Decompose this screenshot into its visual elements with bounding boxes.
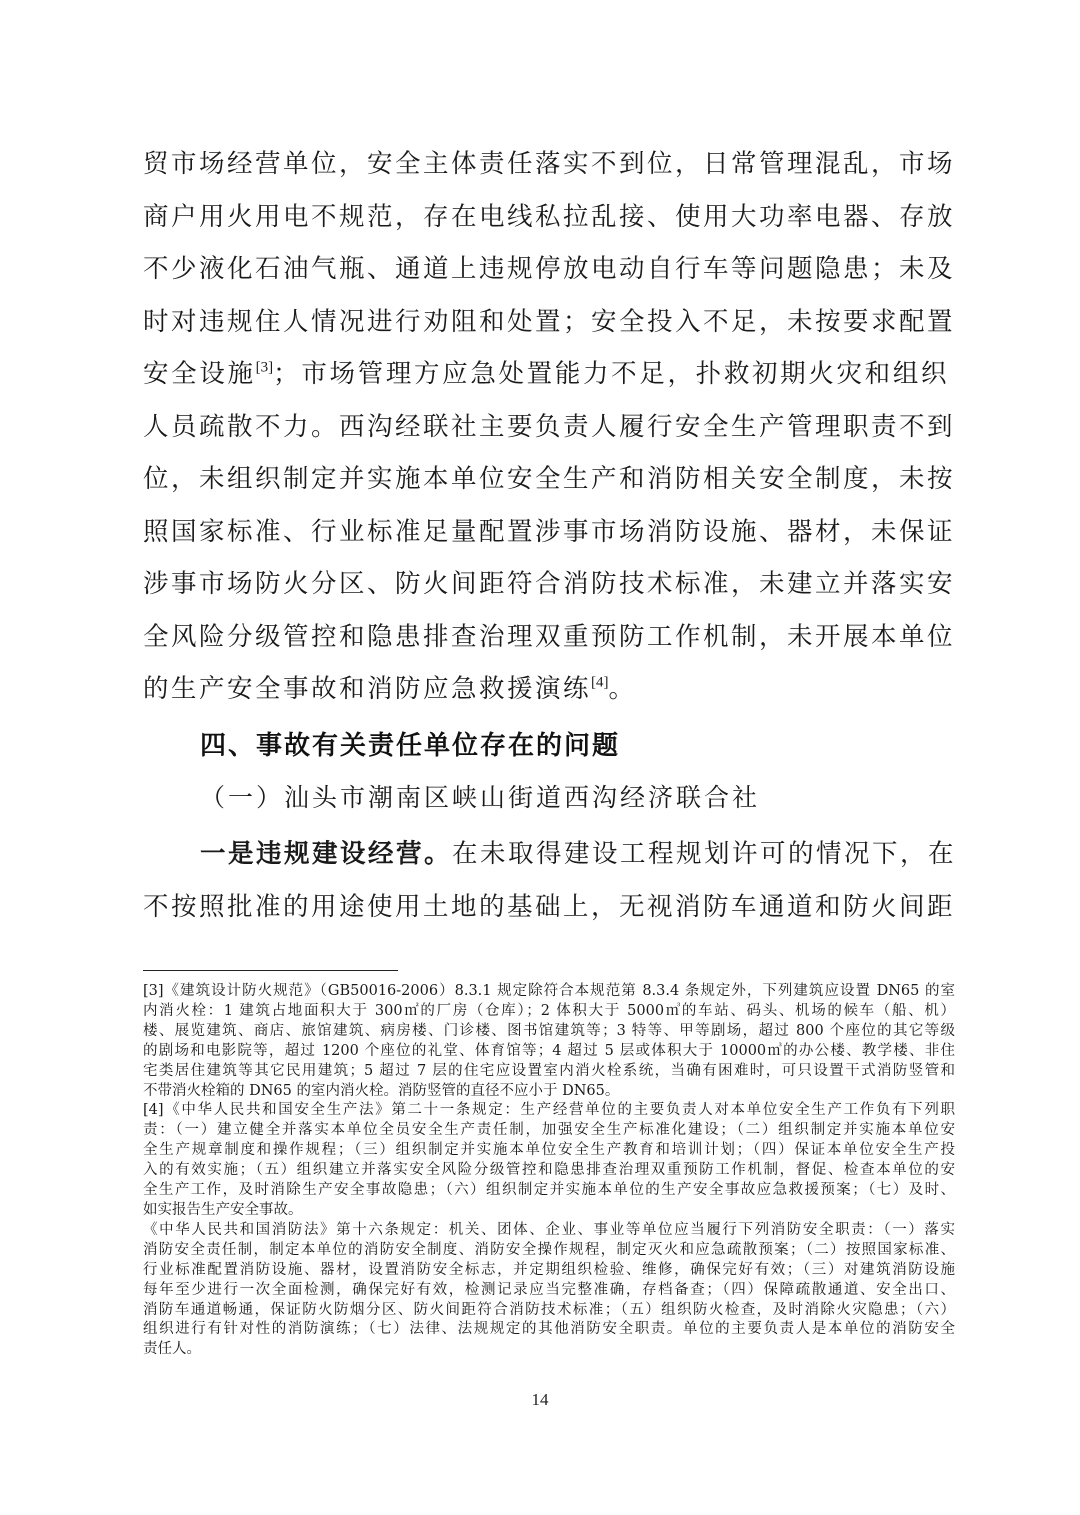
page-number: 14 bbox=[531, 1390, 549, 1409]
text-segment: 安全设施 bbox=[143, 359, 256, 389]
text-line: 全风险分级管控和隐患排查治理双重预防工作机制，未开展本单位 bbox=[143, 621, 956, 652]
footnote-line: 《中华人民共和国消防法》第十六条规定：机关、团体、企业、事业等单位应当履行下列消防安全职责：（一）落实 bbox=[143, 1221, 955, 1238]
footnote-line: 如实报告生产安全事故。 bbox=[143, 1201, 303, 1218]
footnote-line: 内消火栓：1 建筑占地面积大于 300㎡的厂房（仓库）；2 体积大于 5000㎥的车站、码头、机场的候车（船、机） bbox=[143, 1002, 955, 1019]
footnote-line: 行业标准配置消防设施、器材，设置消防安全标志，并定期组织检验、维修，确保完好有效；（三）对建筑消防设施 bbox=[143, 1261, 955, 1278]
text-line bbox=[143, 663, 949, 716]
text-line: 人员疏散不力。西沟经联社主要负责人履行安全生产管理职责不到 bbox=[143, 411, 956, 442]
footnote-line: 的剧场和电影院等，超过 1200 个座位的礼堂、体育馆等；4 超过 5 层或体积大于 10000㎥的办公楼、教学楼、非住 bbox=[143, 1042, 955, 1059]
footnote-line: 楼、展览建筑、商店、旅馆建筑、病房楼、门诊楼、图书馆建筑等；3 特等、甲等剧场，超过 800 个座位的其它等级 bbox=[143, 1022, 955, 1039]
footnote-line: 消防车通道畅通，保证防火防烟分区、防火间距符合消防技术标准；（五）组织防火检查，及时消除火灾隐患；（六） bbox=[143, 1301, 955, 1318]
footnote-line: 消防安全责任制，制定本单位的消防安全制度、消防安全操作规程，制定灭火和应急疏散预案；（二）按照国家标准、 bbox=[143, 1241, 955, 1258]
text-line bbox=[143, 348, 949, 401]
text-line: 涉事市场防火分区、防火间距符合消防技术标准，未建立并落实安 bbox=[143, 569, 956, 599]
footnote-3 bbox=[143, 982, 955, 1101]
bold-lead-text: 一是违规建设经营。 bbox=[200, 839, 453, 869]
section-heading: 四、事故有关责任单位存在的问题 bbox=[200, 731, 621, 761]
footnote-line: 全生产工作，及时消除生产安全事故隐患；（六）组织制定并实施本单位的生产安全事故应急救援预案；（七）及时、 bbox=[143, 1182, 955, 1199]
text-segment: ；市场管理方应急处置能力不足，扑救初期火灾和组织 bbox=[273, 359, 949, 389]
footnote-line: 入的有效实施；（五）组织建立并落实安全风险分级管控和隐患排查治理双重预防工作机制，督促、检查本单位的安 bbox=[143, 1162, 955, 1179]
footnotes bbox=[143, 982, 955, 1360]
footnote-line: [3]《建筑设计防火规范》（GB50016-2006）8.3.1 规定除符合本规范第 8.3.4 条规定外，下列建筑应设置 DN65 的室 bbox=[143, 983, 955, 999]
footnote-line: 全生产规章制度和操作规程；（三）组织制定并实施本单位安全生产教育和培训计划；（四）保证本单位安全生产投 bbox=[143, 1142, 955, 1159]
footnote-line: 组织进行有针对性的消防演练；（七）法律、法规规定的其他消防安全职责。单位的主要负责人是本单位的消防安全 bbox=[143, 1321, 955, 1338]
body-paragraph bbox=[143, 138, 956, 716]
body-paragraph-2 bbox=[143, 828, 957, 933]
footnote-4-fire-law bbox=[143, 1221, 955, 1360]
footnote-ref-3[interactable]: [3] bbox=[255, 359, 274, 376]
section-subheading: （一）汕头市潮南区峡山街道西沟经济联合社 bbox=[200, 783, 761, 812]
footnote-line: 责：（一）建立健全并落实本单位全员安全生产责任制，加强安全生产标准化建设；（二）组织制定并实施本单位安 bbox=[143, 1122, 955, 1139]
text-line: 贸市场经营单位，安全主体责任落实不到位，日常管理混乱，市场 bbox=[143, 149, 956, 179]
text-line bbox=[143, 828, 957, 881]
text-segment: 。 bbox=[608, 674, 637, 704]
footnote-line: 不带消火栓箱的 DN65 的室内消火栓。消防竖管的直径不应小于 DN65。 bbox=[143, 1082, 620, 1099]
footnote-separator bbox=[143, 970, 398, 971]
footnote-line: 每年至少进行一次全面检测，确保完好有效，检测记录应当完整准确，存档备查；（四）保障疏散通道、安全出口、 bbox=[143, 1281, 955, 1298]
footnote-4 bbox=[143, 1101, 955, 1220]
text-segment: 在未取得建设工程规划许可的情况下，在 bbox=[452, 839, 957, 869]
text-line: 位，未组织制定并实施本单位安全生产和消防相关安全制度，未按 bbox=[143, 464, 956, 494]
footnote-line: 责任人。 bbox=[143, 1341, 201, 1358]
footnote-line: [4]《中华人民共和国安全生产法》第二十一条规定：生产经营单位的主要负责人对本单位安全生产工作负有下列职 bbox=[143, 1102, 955, 1119]
text-line: 不少液化石油气瓶、通道上违规停放电动自行车等问题隐患；未及 bbox=[143, 254, 956, 284]
text-line: 不按照批准的用途使用土地的基础上，无视消防车通道和防火间距 bbox=[143, 891, 956, 922]
text-line: 商户用火用电不规范，存在电线私拉乱接、使用大功率电器、存放 bbox=[143, 201, 956, 232]
text-line: 时对违规住人情况进行劝阻和处置；安全投入不足，未按要求配置 bbox=[143, 306, 956, 337]
footnote-line: 宅类居住建筑等其它民用建筑；5 超过 7 层的住宅应设置室内消火栓系统，当确有困难时，可只设置干式消防竖管和 bbox=[143, 1062, 955, 1079]
text-line: 照国家标准、行业标准足量配置涉事市场消防设施、器材，未保证 bbox=[143, 516, 956, 547]
text-segment: 的生产安全事故和消防应急救援演练 bbox=[143, 674, 592, 704]
footnote-ref-4[interactable]: [4] bbox=[591, 674, 609, 691]
